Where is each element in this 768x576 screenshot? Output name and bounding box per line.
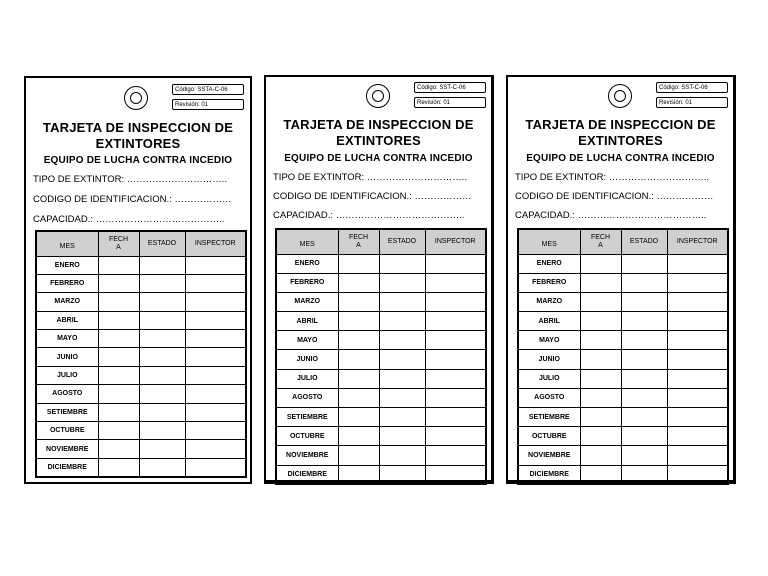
estado-cell[interactable]: [139, 422, 185, 440]
table-row: [36, 256, 246, 274]
table-row: [518, 273, 728, 292]
fecha-cell[interactable]: [580, 273, 621, 292]
fecha-cell[interactable]: [98, 274, 139, 292]
estado-cell[interactable]: [621, 292, 667, 311]
table-row: [276, 273, 486, 292]
fecha-cell[interactable]: [98, 385, 139, 403]
inspector-cell[interactable]: [425, 427, 486, 446]
estado-cell[interactable]: [379, 369, 425, 388]
field-identification-code: CODIGO DE IDENTIFICACION.: ………………: [273, 191, 472, 202]
fecha-cell[interactable]: [98, 311, 139, 329]
inspection-table: [35, 230, 247, 478]
inspector-cell[interactable]: [425, 465, 486, 484]
month-cell: AGOSTO: [36, 385, 98, 403]
table-header-row: [518, 229, 728, 254]
inspector-cell[interactable]: [667, 331, 728, 350]
month-cell: FEBRERO: [276, 273, 338, 292]
inspector-cell[interactable]: [667, 312, 728, 331]
inspector-cell[interactable]: [185, 366, 246, 384]
month-cell: SETIEMBRE: [36, 403, 98, 421]
month-cell: MARZO: [276, 292, 338, 311]
estado-cell[interactable]: [139, 348, 185, 366]
table-row: [518, 331, 728, 350]
estado-cell[interactable]: [379, 427, 425, 446]
fecha-cell[interactable]: [98, 256, 139, 274]
table-row: [518, 465, 728, 484]
inspector-cell[interactable]: [425, 331, 486, 350]
fecha-cell[interactable]: [338, 331, 379, 350]
column-header-fecha: [98, 231, 139, 256]
inspector-cell[interactable]: [185, 311, 246, 329]
column-header-fecha-line2: A: [598, 241, 603, 249]
inspector-cell[interactable]: [425, 369, 486, 388]
table-row: [36, 458, 246, 476]
month-cell: DICIEMBRE: [518, 465, 580, 484]
column-header-estado: ESTADO: [379, 229, 425, 254]
table-body: [276, 254, 486, 484]
fecha-cell[interactable]: [338, 369, 379, 388]
fecha-cell[interactable]: [98, 422, 139, 440]
table-row: [518, 388, 728, 407]
hang-hole-icon: [366, 84, 390, 108]
fecha-cell[interactable]: [338, 254, 379, 273]
inspector-cell[interactable]: [667, 408, 728, 427]
inspector-cell[interactable]: [425, 408, 486, 427]
table-row: [36, 348, 246, 366]
month-cell: ENERO: [276, 254, 338, 273]
hang-hole-icon: [124, 86, 148, 110]
estado-cell[interactable]: [621, 312, 667, 331]
fecha-cell[interactable]: [98, 348, 139, 366]
month-cell: JULIO: [518, 369, 580, 388]
inspection-table: [517, 228, 729, 485]
estado-cell[interactable]: [621, 369, 667, 388]
table-row: [518, 427, 728, 446]
month-cell: MAYO: [36, 330, 98, 348]
table-row: [36, 274, 246, 292]
estado-cell[interactable]: [139, 403, 185, 421]
month-cell: JULIO: [276, 369, 338, 388]
month-cell: JUNIO: [36, 348, 98, 366]
fecha-cell[interactable]: [338, 273, 379, 292]
fecha-cell[interactable]: [580, 408, 621, 427]
inspector-cell[interactable]: [185, 274, 246, 292]
table-row: [36, 330, 246, 348]
inspector-cell[interactable]: [667, 254, 728, 273]
column-header-inspector: INSPECTOR: [425, 229, 486, 254]
month-cell: ABRIL: [276, 312, 338, 331]
inspection-table: [275, 228, 487, 485]
fecha-cell[interactable]: [338, 427, 379, 446]
inspector-cell[interactable]: [425, 350, 486, 369]
field-extinguisher-type: TIPO DE EXTINTOR: …………………………..: [33, 174, 228, 185]
revision-number: Revisión: 01: [175, 102, 209, 108]
card-title-line1: TARJETA DE INSPECCION DE: [525, 117, 716, 132]
inspector-cell[interactable]: [425, 446, 486, 465]
table-header-row: [276, 229, 486, 254]
fecha-cell[interactable]: [338, 350, 379, 369]
fecha-cell[interactable]: [580, 427, 621, 446]
inspector-cell[interactable]: [425, 312, 486, 331]
document-code-box: [414, 82, 486, 93]
card-title-line1: TARJETA DE INSPECCION DE: [283, 117, 474, 132]
column-header-mes: MES: [518, 229, 580, 254]
fecha-cell[interactable]: [98, 293, 139, 311]
month-cell: ENERO: [518, 254, 580, 273]
inspector-cell[interactable]: [185, 458, 246, 476]
column-header-fecha-line1: FECH: [590, 233, 611, 241]
estado-cell[interactable]: [379, 312, 425, 331]
table-row: [36, 311, 246, 329]
card-title: [508, 117, 733, 149]
card-title-line2: EXTINTORES: [336, 133, 421, 148]
estado-cell[interactable]: [379, 388, 425, 407]
table-row: [518, 446, 728, 465]
inspector-cell[interactable]: [185, 440, 246, 458]
column-header-estado: ESTADO: [621, 229, 667, 254]
column-header-fecha-line1: FECH: [108, 235, 129, 243]
column-header-fecha-line2: A: [356, 241, 361, 249]
card-title-line1: TARJETA DE INSPECCION DE: [42, 120, 234, 135]
inspector-cell[interactable]: [425, 292, 486, 311]
fecha-cell[interactable]: [98, 440, 139, 458]
inspector-cell[interactable]: [185, 293, 246, 311]
extinguisher-card-2: [264, 75, 494, 484]
month-cell: MAYO: [276, 331, 338, 350]
column-header-inspector: INSPECTOR: [667, 229, 728, 254]
table-row: [276, 292, 486, 311]
fecha-cell[interactable]: [338, 292, 379, 311]
inspector-cell[interactable]: [667, 350, 728, 369]
inspector-cell[interactable]: [667, 273, 728, 292]
month-cell: OCTUBRE: [276, 427, 338, 446]
estado-cell[interactable]: [621, 465, 667, 484]
fecha-cell[interactable]: [580, 350, 621, 369]
card-subtitle: EQUIPO DE LUCHA CONTRA INCEDIO: [43, 155, 233, 166]
inspector-cell[interactable]: [185, 385, 246, 403]
table-header-row: [36, 231, 246, 256]
field-capacity: CAPACIDAD.: …………………………………..: [515, 210, 707, 221]
column-header-fecha-line1: FECH: [348, 233, 369, 241]
column-header-fecha-line2: A: [116, 243, 121, 251]
field-capacity: CAPACIDAD.: …………………………………..: [273, 210, 465, 221]
table-row: [276, 388, 486, 407]
table-row: [518, 350, 728, 369]
column-header-mes: MES: [276, 229, 338, 254]
month-cell: AGOSTO: [518, 388, 580, 407]
month-cell: NOVIEMBRE: [518, 446, 580, 465]
table-body: [36, 256, 246, 477]
month-cell: ENERO: [36, 256, 98, 274]
estado-cell[interactable]: [621, 408, 667, 427]
estado-cell[interactable]: [621, 427, 667, 446]
table-row: [276, 408, 486, 427]
extinguisher-card-1: [24, 76, 252, 484]
fecha-cell[interactable]: [338, 465, 379, 484]
month-cell: SETIEMBRE: [518, 408, 580, 427]
document-code-box: [656, 82, 728, 93]
month-cell: OCTUBRE: [518, 427, 580, 446]
revision-number: Revisión: 01: [659, 100, 693, 106]
inspector-cell[interactable]: [667, 427, 728, 446]
table-row: [36, 293, 246, 311]
estado-cell[interactable]: [621, 331, 667, 350]
table-row: [518, 312, 728, 331]
table-row: [518, 254, 728, 273]
month-cell: JUNIO: [276, 350, 338, 369]
table-row: [36, 440, 246, 458]
card-title-line2: EXTINTORES: [95, 136, 181, 151]
column-header-inspector: INSPECTOR: [185, 231, 246, 256]
fecha-cell[interactable]: [580, 254, 621, 273]
month-cell: JUNIO: [518, 350, 580, 369]
month-cell: NOVIEMBRE: [36, 440, 98, 458]
estado-cell[interactable]: [139, 366, 185, 384]
estado-cell[interactable]: [139, 440, 185, 458]
table-row: [276, 350, 486, 369]
estado-cell[interactable]: [139, 385, 185, 403]
month-cell: DICIEMBRE: [276, 465, 338, 484]
fecha-cell[interactable]: [98, 330, 139, 348]
estado-cell[interactable]: [621, 350, 667, 369]
fecha-cell[interactable]: [580, 331, 621, 350]
table-row: [518, 408, 728, 427]
inspector-cell[interactable]: [185, 348, 246, 366]
inspector-cell[interactable]: [667, 369, 728, 388]
card-title: [26, 120, 250, 152]
estado-cell[interactable]: [379, 408, 425, 427]
document-code: Código: SST-C-06: [417, 85, 466, 91]
table-row: [518, 292, 728, 311]
inspector-cell[interactable]: [185, 403, 246, 421]
month-cell: AGOSTO: [276, 388, 338, 407]
hang-hole-icon: [608, 84, 632, 108]
table-row: [36, 403, 246, 421]
field-identification-code: CODIGO DE IDENTIFICACION.: ………………: [33, 194, 232, 205]
field-identification-code: CODIGO DE IDENTIFICACION.: ………………: [515, 191, 714, 202]
column-header-fecha: [338, 229, 379, 254]
column-header-mes: MES: [36, 231, 98, 256]
month-cell: MAYO: [518, 331, 580, 350]
fecha-cell[interactable]: [98, 403, 139, 421]
table-row: [36, 385, 246, 403]
document-code: Código: SST-C-06: [659, 85, 708, 91]
field-extinguisher-type: TIPO DE EXTINTOR: …………………………..: [273, 172, 468, 183]
fecha-cell[interactable]: [98, 366, 139, 384]
revision-number: Revisión: 01: [417, 100, 451, 106]
estado-cell[interactable]: [139, 256, 185, 274]
inspector-cell[interactable]: [185, 256, 246, 274]
inspector-cell[interactable]: [425, 388, 486, 407]
inspector-cell[interactable]: [425, 273, 486, 292]
revision-box: [656, 97, 728, 108]
fecha-cell[interactable]: [338, 408, 379, 427]
month-cell: FEBRERO: [36, 274, 98, 292]
month-cell: SETIEMBRE: [276, 408, 338, 427]
estado-cell[interactable]: [379, 273, 425, 292]
fecha-cell[interactable]: [98, 458, 139, 476]
table-row: [36, 366, 246, 384]
month-cell: ABRIL: [36, 311, 98, 329]
fecha-cell[interactable]: [580, 369, 621, 388]
inspector-cell[interactable]: [667, 446, 728, 465]
card-subtitle: EQUIPO DE LUCHA CONTRA INCEDIO: [526, 153, 715, 164]
estado-cell[interactable]: [139, 458, 185, 476]
document-code: Código: SSTA-C-06: [175, 87, 228, 93]
table-row: [276, 427, 486, 446]
month-cell: NOVIEMBRE: [276, 446, 338, 465]
table-row: [276, 446, 486, 465]
estado-cell[interactable]: [379, 465, 425, 484]
estado-cell[interactable]: [379, 350, 425, 369]
fecha-cell[interactable]: [580, 312, 621, 331]
table-row: [36, 422, 246, 440]
column-header-fecha: [580, 229, 621, 254]
estado-cell[interactable]: [621, 254, 667, 273]
table-row: [276, 369, 486, 388]
month-cell: OCTUBRE: [36, 422, 98, 440]
estado-cell[interactable]: [139, 274, 185, 292]
inspector-cell[interactable]: [667, 292, 728, 311]
estado-cell[interactable]: [621, 388, 667, 407]
estado-cell[interactable]: [621, 273, 667, 292]
estado-cell[interactable]: [379, 446, 425, 465]
table-row: [276, 331, 486, 350]
fecha-cell[interactable]: [580, 292, 621, 311]
inspector-cell[interactable]: [185, 330, 246, 348]
inspector-cell[interactable]: [667, 388, 728, 407]
inspector-cell[interactable]: [185, 422, 246, 440]
estado-cell[interactable]: [139, 330, 185, 348]
revision-box: [172, 99, 244, 110]
fecha-cell[interactable]: [338, 312, 379, 331]
estado-cell[interactable]: [139, 293, 185, 311]
field-extinguisher-type: TIPO DE EXTINTOR: …………………………..: [515, 172, 710, 183]
month-cell: MARZO: [518, 292, 580, 311]
table-row: [276, 312, 486, 331]
card-title-line2: EXTINTORES: [578, 133, 663, 148]
month-cell: DICIEMBRE: [36, 458, 98, 476]
table-body: [518, 254, 728, 484]
card-title: [266, 117, 491, 149]
estado-cell[interactable]: [379, 331, 425, 350]
fecha-cell[interactable]: [338, 388, 379, 407]
inspector-cell[interactable]: [667, 465, 728, 484]
estado-cell[interactable]: [621, 446, 667, 465]
month-cell: FEBRERO: [518, 273, 580, 292]
fecha-cell[interactable]: [580, 465, 621, 484]
field-capacity: CAPACIDAD.: …………………………………..: [33, 214, 225, 225]
fecha-cell[interactable]: [580, 446, 621, 465]
inspector-cell[interactable]: [425, 254, 486, 273]
column-header-estado: ESTADO: [139, 231, 185, 256]
estado-cell[interactable]: [379, 254, 425, 273]
extinguisher-card-3: [506, 75, 736, 484]
table-row: [276, 465, 486, 484]
estado-cell[interactable]: [139, 311, 185, 329]
month-cell: ABRIL: [518, 312, 580, 331]
estado-cell[interactable]: [379, 292, 425, 311]
month-cell: MARZO: [36, 293, 98, 311]
revision-box: [414, 97, 486, 108]
fecha-cell[interactable]: [338, 446, 379, 465]
document-code-box: [172, 84, 244, 95]
table-row: [276, 254, 486, 273]
fecha-cell[interactable]: [580, 388, 621, 407]
table-row: [518, 369, 728, 388]
month-cell: JULIO: [36, 366, 98, 384]
card-subtitle: EQUIPO DE LUCHA CONTRA INCEDIO: [284, 153, 473, 164]
